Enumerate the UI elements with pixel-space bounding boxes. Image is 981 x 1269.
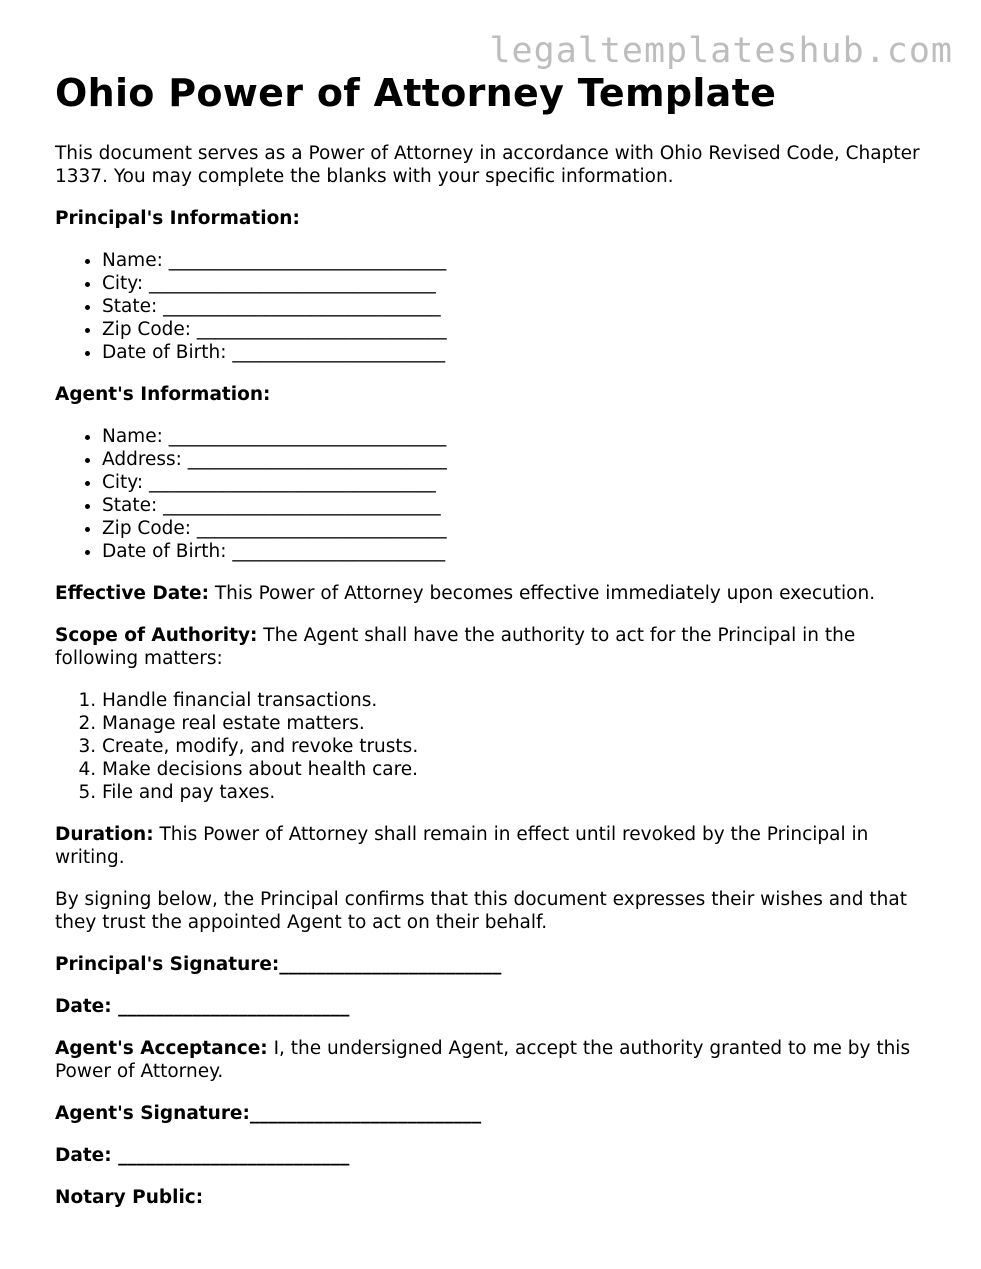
acceptance-paragraph (55, 1037, 935, 1083)
principal-name-field: • Name: ______________________________ (102, 249, 935, 272)
effective-date-label: Effective Date: (55, 583, 209, 604)
principal-fields-list (55, 249, 935, 364)
agent-address-field: • Address: ____________________________ (102, 448, 935, 471)
scope-list (55, 689, 935, 804)
agent-dob-field: • Date of Birth: _______________________ (102, 540, 935, 563)
agent-name-field: • Name: ______________________________ (102, 425, 935, 448)
agent-city-field: • City: _______________________________ (102, 471, 935, 494)
agent-signature-line: Agent's Signature:_________________________ (55, 1103, 482, 1124)
agent-heading: Agent's Information: (55, 384, 271, 405)
agent-state-field: • State: ______________________________ (102, 494, 935, 517)
intro-paragraph: This document serves as a Power of Attorney in accordance with Ohio Revised Code, Chapter 1337. You may complete the blanks with your specific information. (55, 143, 920, 187)
principal-dob-field: • Date of Birth: _______________________ (102, 341, 935, 364)
scope-item: 2. Manage real estate matters. (102, 712, 935, 735)
principal-date-line: Date: _________________________ (55, 996, 350, 1017)
principal-signature-line: Principal's Signature:________________________ (55, 954, 502, 975)
duration-paragraph (55, 823, 935, 869)
scope-label: Scope of Authority: (55, 625, 258, 646)
duration-label: Duration: (55, 824, 154, 845)
agent-date-line: Date: _________________________ (55, 1145, 350, 1166)
acceptance-label: Agent's Acceptance: (55, 1038, 268, 1059)
scope-paragraph (55, 624, 935, 670)
notary-heading: Notary Public: (55, 1187, 204, 1208)
scope-item: 5. File and pay taxes. (102, 781, 935, 804)
scope-text: The Agent shall have the authority to act for the Principal in the following matters: (55, 625, 856, 669)
watermark: legaltemplateshub.com (489, 31, 953, 71)
principal-zip-field: • Zip Code: ___________________________ (102, 318, 935, 341)
effective-date-text: This Power of Attorney becomes effective immediately upon execution. (209, 583, 876, 604)
agent-fields-list (55, 425, 935, 563)
document-page (55, 70, 935, 1209)
effective-date-paragraph (55, 582, 935, 605)
principal-city-field: • City: _______________________________ (102, 272, 935, 295)
scope-item: 3. Create, modify, and revoke trusts. (102, 735, 935, 758)
principal-state-field: • State: ______________________________ (102, 295, 935, 318)
document-title: Ohio Power of Attorney Template (55, 71, 777, 115)
signing-statement: By signing below, the Principal confirms that this document expresses their wishes and that they trust the appointed Agent to act on their behalf. (55, 889, 907, 933)
agent-zip-field: • Zip Code: ___________________________ (102, 517, 935, 540)
acceptance-text: I, the undersigned Agent, accept the authority granted to me by this Power of Attorney. (55, 1038, 911, 1082)
scope-item: 1. Handle financial transactions. (102, 689, 935, 712)
principal-heading: Principal's Information: (55, 208, 300, 229)
duration-text: This Power of Attorney shall remain in effect until revoked by the Principal in writing. (55, 824, 869, 868)
scope-item: 4. Make decisions about health care. (102, 758, 935, 781)
